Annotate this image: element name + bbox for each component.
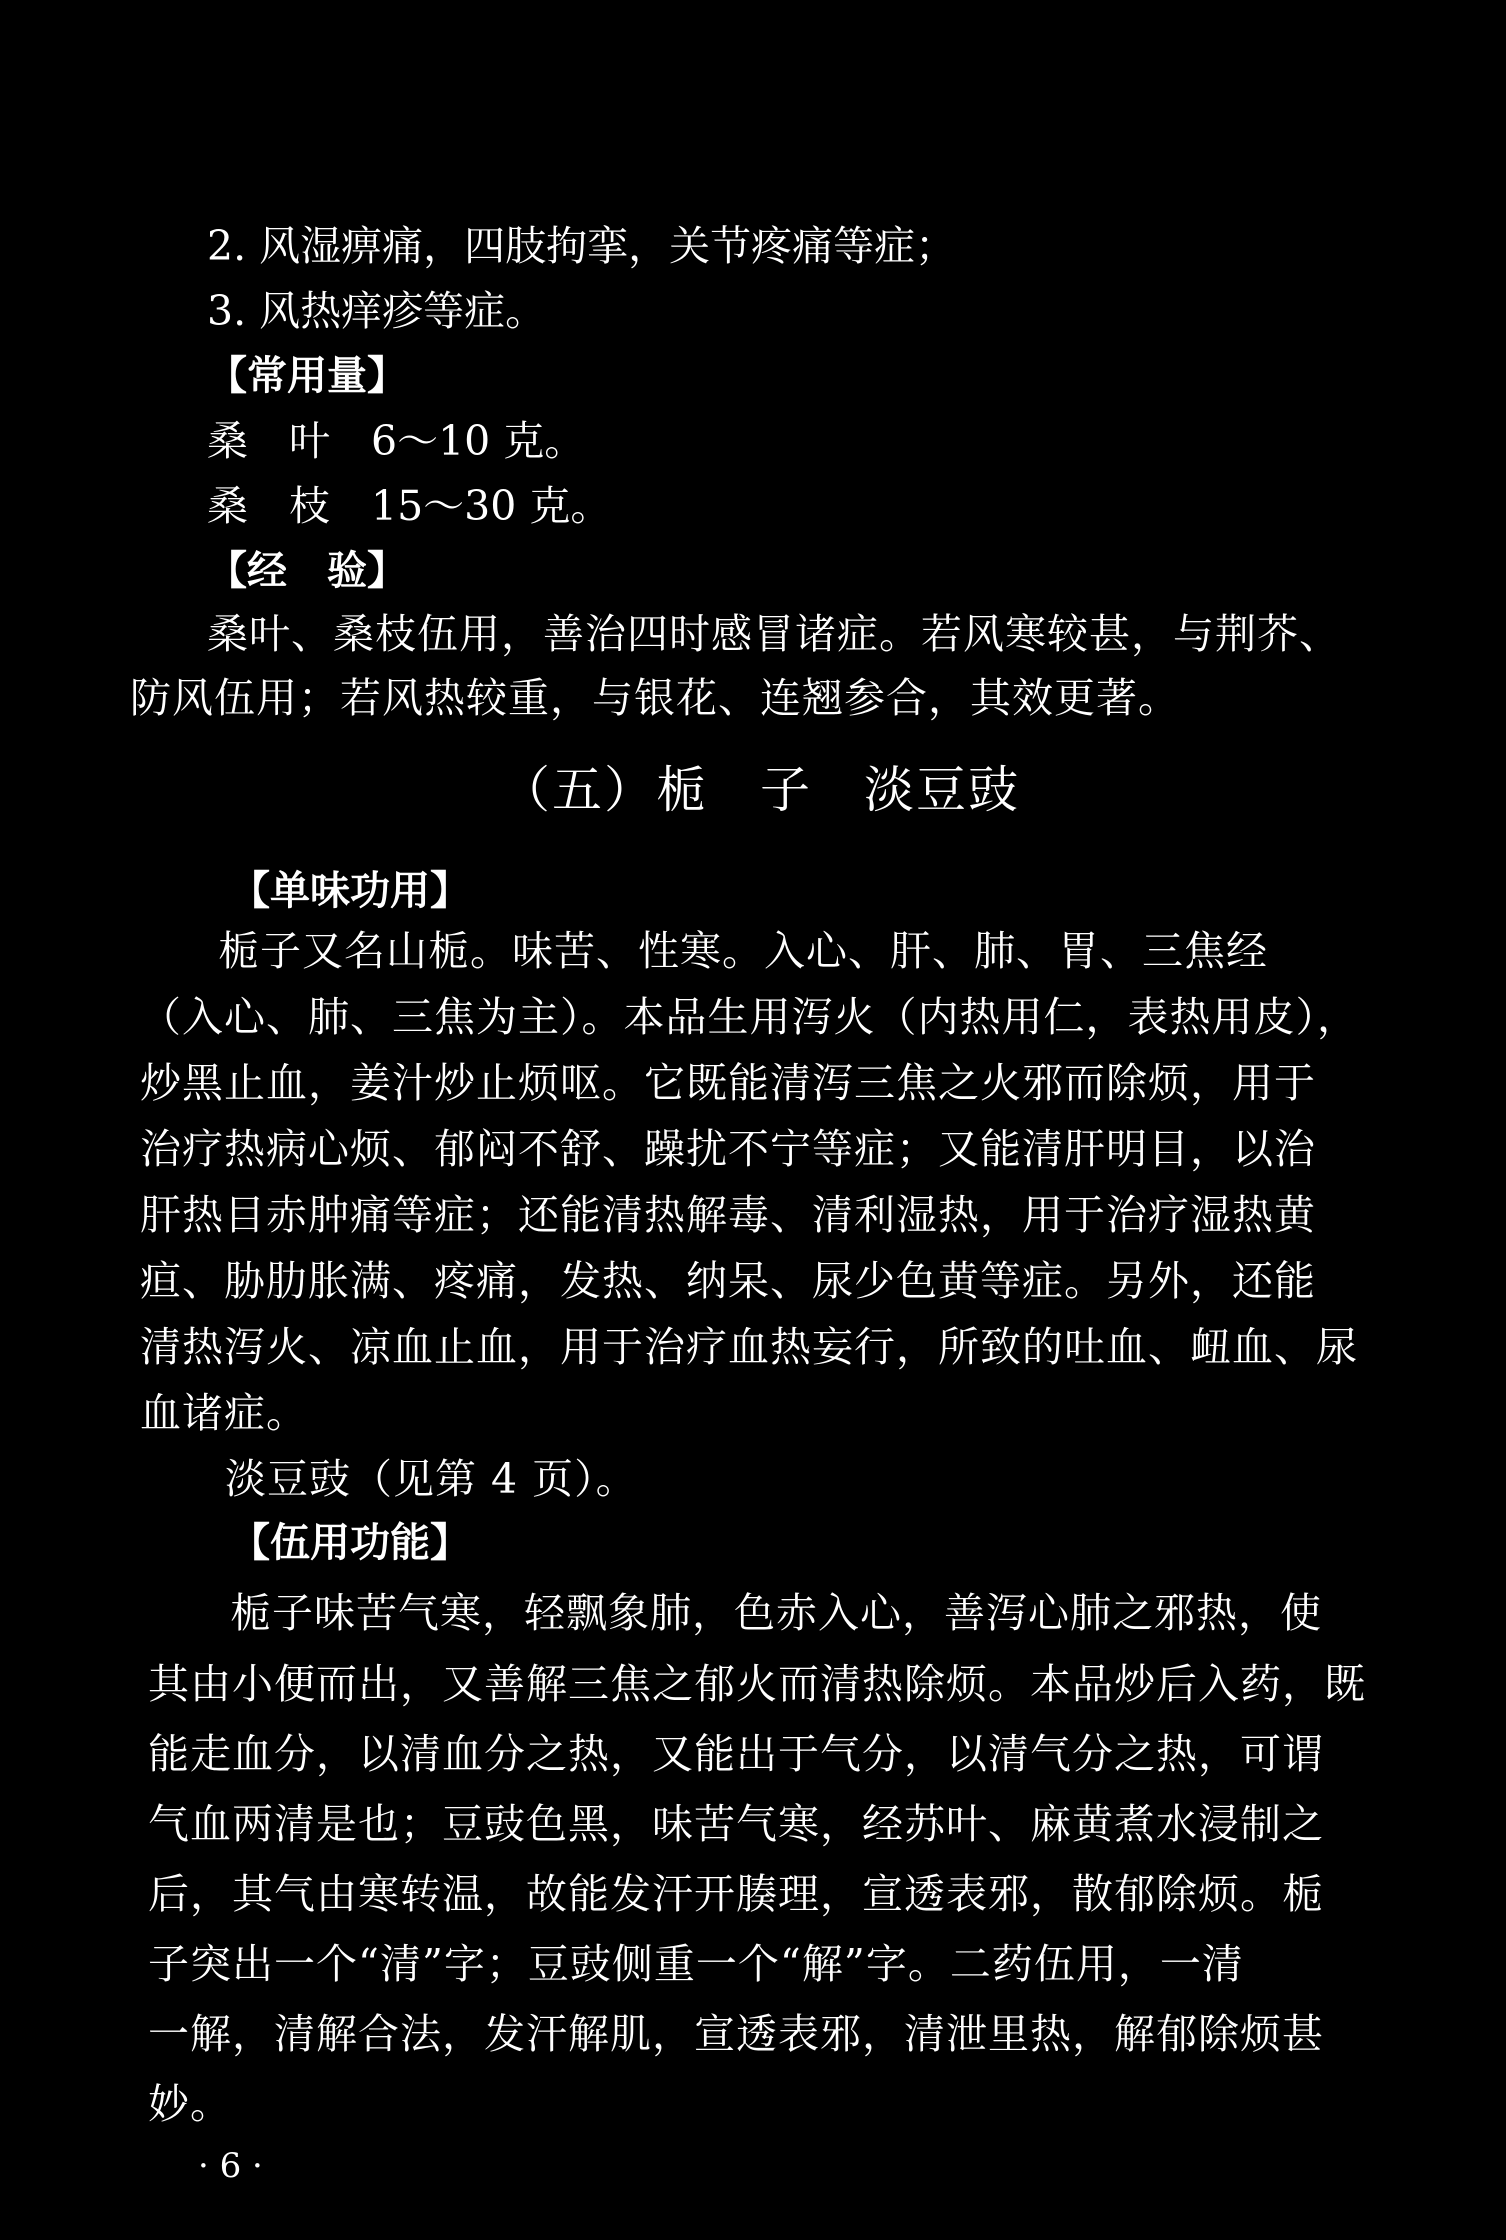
experience-heading: 【经 验】 <box>207 548 407 594</box>
page-number: · 6 · <box>198 2146 263 2186</box>
list-item-3: 3. 风热痒疹等症。 <box>207 287 547 335</box>
single-function-heading: 【单味功用】 <box>230 868 470 914</box>
combined-function-line-7: 一解，清解合法，发汗解肌，宣透表邪，清泄里热，解郁除烦甚 <box>148 2010 1324 2058</box>
single-function-line-7: 清热泻火、凉血止血，用于治疗血热妄行，所致的吐血、衄血、尿 <box>140 1323 1358 1371</box>
single-function-line-3: 炒黑止血，姜汁炒止烦呕。它既能清泻三焦之火邪而除烦，用于 <box>140 1059 1316 1107</box>
single-function-line-8: 血诸症。 <box>140 1389 308 1437</box>
experience-line-2: 防风伍用；若风热较重，与银花、连翘参合，其效更著。 <box>130 674 1180 722</box>
experience-line-1: 桑叶、桑枝伍用，善治四时感冒诸症。若风寒较甚，与荆芥、 <box>207 610 1341 658</box>
combined-function-line-8: 妙。 <box>148 2080 232 2128</box>
dosage-heading: 【常用量】 <box>207 353 407 399</box>
combined-function-line-5: 后，其气由寒转温，故能发汗开腠理，宣透表邪，散郁除烦。栀 <box>148 1870 1324 1918</box>
combined-function-line-2: 其由小便而出，又善解三焦之郁火而清热除烦。本品炒后入药，既 <box>148 1660 1366 1708</box>
single-function-line-4: 治疗热病心烦、郁闷不舒、躁扰不宁等症；又能清肝明目，以治 <box>140 1125 1316 1173</box>
combined-function-line-4: 气血两清是也；豆豉色黑，味苦气寒，经苏叶、麻黄煮水浸制之 <box>148 1800 1324 1848</box>
list-item-2: 2. 风湿痹痛，四肢拘挛，关节疼痛等症； <box>207 222 957 270</box>
section-title: （五）栀 子 淡豆豉 <box>500 761 1020 819</box>
dosage-line-sangye: 桑 叶 6～10 克。 <box>207 417 586 465</box>
single-function-line-6: 疸、胁肋胀满、疼痛，发热、纳呆、尿少色黄等症。另外，还能 <box>140 1257 1316 1305</box>
single-function-line-5: 肝热目赤肿痛等症；还能清热解毒、清利湿热，用于治疗湿热黄 <box>140 1191 1316 1239</box>
combined-function-line-3: 能走血分，以清血分之热，又能出于气分，以清气分之热，可谓 <box>148 1730 1324 1778</box>
combined-function-line-6: 子突出一个“清”字；豆豉侧重一个“解”字。二药伍用，一清 <box>148 1940 1244 1988</box>
dosage-line-sangzhi: 桑 枝 15～30 克。 <box>207 482 612 530</box>
single-function-line-1: 栀子又名山栀。味苦、性寒。入心、肝、肺、胃、三焦经 <box>218 927 1268 975</box>
combined-function-line-1: 栀子味苦气寒，轻飘象肺，色赤入心，善泻心肺之邪热，使 <box>230 1589 1322 1637</box>
single-function-line-9: 淡豆豉（见第 4 页）。 <box>225 1455 638 1503</box>
single-function-line-2: （入心、肺、三焦为主）。本品生用泻火（内热用仁，表热用皮）， <box>140 993 1359 1041</box>
combined-function-heading: 【伍用功能】 <box>230 1520 470 1566</box>
